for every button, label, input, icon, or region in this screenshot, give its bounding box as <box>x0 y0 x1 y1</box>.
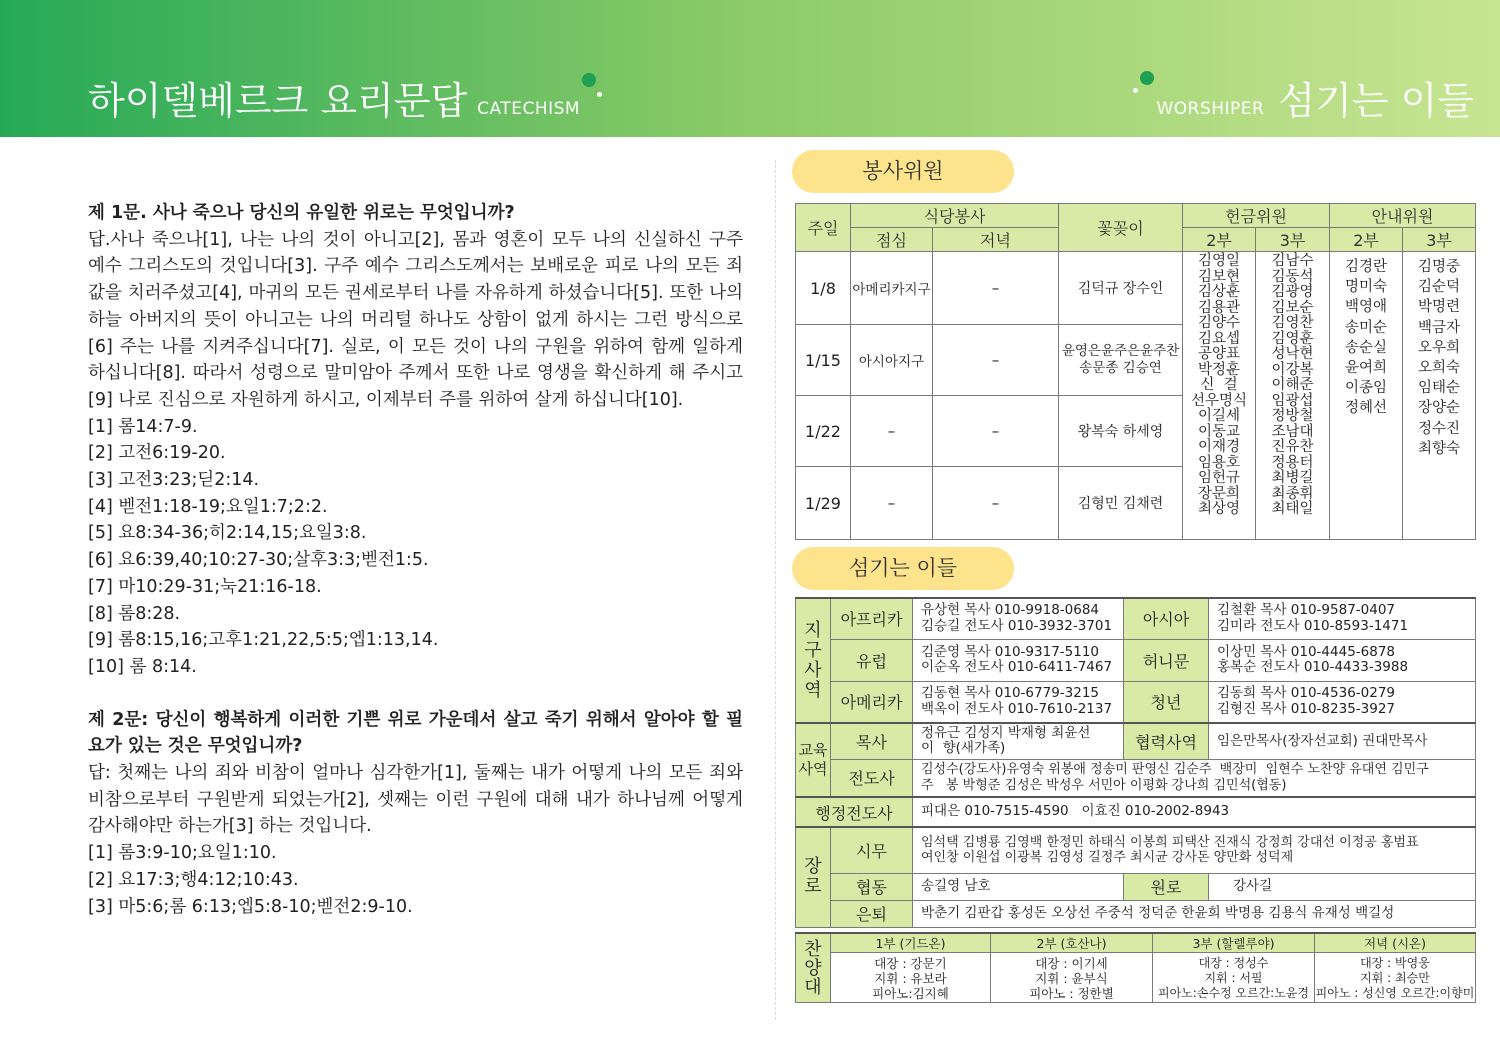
emeritus-label: 원로 <box>1124 873 1209 900</box>
coop-elders-label: 협동 <box>831 873 913 900</box>
list-item: 김보현 <box>1198 268 1241 285</box>
active-elders-names: 임석택 김병룡 김영백 한정민 하태식 이봉희 피택산 진재식 강정희 강대선 이정공 홍범표 여인창 이원섭 이광복 김영성 길정주 최시균 강사돈 양만화 성덕제 <box>913 827 1476 873</box>
list-item: 김순덕 <box>1418 279 1461 296</box>
choir-label: 찬양대 <box>796 933 831 1003</box>
worshipers-table <box>795 597 1476 928</box>
list-item: 김남수 <box>1271 253 1314 269</box>
reference: [6] 요6:39,40;10:27-30;살후3:3;벧전1:5. <box>88 550 429 571</box>
choir-table <box>795 932 1476 1003</box>
choir-group-title: 3부 (할렐루야) <box>1153 933 1315 953</box>
list-item: 김동석 <box>1271 268 1314 285</box>
list-item: 송순실 <box>1345 339 1388 356</box>
meal-header: 식당봉사 <box>851 204 1059 228</box>
list-item: 오희숙 <box>1418 360 1461 377</box>
admin-label: 행정전도사 <box>796 797 913 827</box>
choir-group-title: 2부 (호산나) <box>991 933 1153 953</box>
week-header: 주일 <box>796 204 851 252</box>
question-1: 제 1문. 사나 죽으나 당신의 유일한 위로는 무엇입니까? <box>88 203 515 223</box>
date-cell: 1/22 <box>796 396 851 467</box>
list-item: 백영애 <box>1345 299 1388 316</box>
reference: [9] 롬8:15,16;고후1:21,22,5:5;엡1:13,14. <box>88 630 439 651</box>
offering-header: 헌금위원 <box>1183 204 1330 228</box>
q2-references <box>88 840 743 920</box>
service-pill: 봉사위원 <box>792 150 1014 193</box>
lunch-cell: – <box>851 467 933 540</box>
list-item: 명미숙 <box>1345 279 1388 296</box>
dinner-cell: – <box>933 325 1059 396</box>
honeymoon-label: 허니문 <box>1124 639 1209 681</box>
guide-2-header: 2부 <box>1330 228 1403 252</box>
guide-header: 안내위원 <box>1330 204 1476 228</box>
reference: [5] 요8:34-36;히2:14,15;요일3:8. <box>88 523 367 544</box>
evangelist-label: 전도사 <box>831 759 913 797</box>
elders-label: 장로 <box>796 827 831 927</box>
list-item: 최병길 <box>1271 470 1314 486</box>
list-item: 이종임 <box>1345 380 1388 397</box>
choir-group-title: 1부 (기드온) <box>831 933 991 953</box>
guide-2-list <box>1330 252 1403 540</box>
dinner-cell: – <box>933 396 1059 467</box>
catechism-title <box>88 70 580 125</box>
table-row <box>796 252 1476 325</box>
lunch-cell: 아메리카지구 <box>851 252 933 325</box>
reference: [1] 롬3:9-10;요일1:10. <box>88 843 277 864</box>
list-item: 김보순 <box>1271 299 1314 316</box>
pastor-names: 정유근 김성지 박재형 최윤선 이 향(새가족) <box>913 723 1124 759</box>
africa-label: 아프리카 <box>831 598 913 639</box>
list-item: 조남대 <box>1271 423 1314 440</box>
honeymoon-contacts: 이상민 목사 010-4445-6878 홍복순 전도사 010-4433-3988 <box>1209 639 1476 681</box>
dinner-header: 저녁 <box>933 228 1059 252</box>
list-item: 최종휘 <box>1271 485 1314 502</box>
answer-2: 답: 첫째는 나의 죄와 비참이 얼마나 심각한가[1], 둘째는 내가 어떻게 나의 모든 죄와 비참으로부터 구원받게 되었는가[2], 셋째는 이런 구원에 대해 내가 하나님께 어떻게 감사해야만 하는가[3] 하는 것입니다. <box>88 763 743 837</box>
pastor-label: 목사 <box>831 723 913 759</box>
district-label: 지구사역 <box>796 598 831 723</box>
catechism-section <box>88 200 743 920</box>
flower-cell: 김덕규 장수인 <box>1059 252 1183 325</box>
list-item: 김요셉 <box>1198 330 1241 347</box>
list-item: 김영일 <box>1198 253 1241 269</box>
retired-elders-names: 박춘기 김판갑 홍성돈 오상선 주중석 정덕준 한윤희 박명용 김용식 유재성 백길성 <box>913 900 1476 927</box>
youth-contacts: 김동희 목사 010-4536-0279 김형진 목사 010-8235-3927 <box>1209 681 1476 723</box>
list-item: 이해준 <box>1271 377 1314 393</box>
reference: [3] 고전3:23;딛2:14. <box>88 470 260 491</box>
list-item: 김경란 <box>1345 259 1388 275</box>
choir-group-members: 대장 : 이기세 지휘 : 윤부식 피아노 : 정한별 <box>991 953 1153 1003</box>
page-header <box>0 0 1500 137</box>
europe-contacts: 김준영 목사 010-9317-5110 이순옥 전도사 010-6411-7467 <box>913 639 1124 681</box>
flower-cell: 왕복숙 하세영 <box>1059 396 1183 467</box>
list-item: 이길세 <box>1198 408 1241 424</box>
list-item: 정방철 <box>1271 408 1314 424</box>
reference: [2] 고전6:19-20. <box>88 443 226 464</box>
offering-3-list <box>1256 252 1330 540</box>
list-item: 최태일 <box>1271 501 1314 517</box>
small-dot-icon <box>597 92 602 97</box>
catechism-title-en: CATECHISM <box>477 99 581 119</box>
flower-cell: 윤영은윤주은윤주찬 송문종 김승연 <box>1059 325 1183 396</box>
list-item: 박정훈 <box>1198 361 1241 378</box>
list-item: 성낙현 <box>1271 346 1314 362</box>
list-item: 정혜선 <box>1345 400 1388 417</box>
list-item: 윤여희 <box>1345 360 1388 377</box>
question-2: 제 2문: 당신이 행복하게 이러한 기쁜 위로 가운데서 살고 죽기 위해서 알아야 할 필요가 있는 것은 무엇입니까? <box>88 709 743 757</box>
worshiper-title-kr: 섬기는 이들 <box>1278 79 1474 123</box>
list-item: 임광섭 <box>1271 392 1314 409</box>
list-item: 최향숙 <box>1418 440 1461 457</box>
date-cell: 1/29 <box>796 467 851 540</box>
service-table <box>795 203 1476 540</box>
coop-ministry-names: 임은만목사(장자선교회) 권대만목사 <box>1209 723 1476 759</box>
date-cell: 1/8 <box>796 252 851 325</box>
list-item: 김용관 <box>1198 299 1241 316</box>
list-item: 김상훈 <box>1198 284 1241 300</box>
reference: [1] 롬14:7-9. <box>88 416 198 437</box>
reference: [10] 롬 8:14. <box>88 656 197 677</box>
catechism-title-kr: 하이델베르크 요리문답 <box>88 79 468 123</box>
lunch-header: 점심 <box>851 228 933 252</box>
offering-3-header: 3부 <box>1256 228 1330 252</box>
reference: [4] 벧전1:18-19;요일1:7;2:2. <box>88 496 328 517</box>
small-dot-icon <box>1133 88 1138 93</box>
evangelist-names: 김성수(강도사)유영숙 위봉애 정송미 판영신 김순주 백장미 임현수 노찬양 유대연 김민구 주 봉 박형준 김성은 박성우 서민아 이평화 강나희 김민석(협동) <box>913 759 1476 797</box>
reference: [2] 요17:3;행4:12;10:43. <box>88 869 299 890</box>
answer-1: 답.사나 죽으나[1], 나는 나의 것이 아니고[2], 몸과 영혼이 모두 나의 신실하신 구주 예수 그리스도의 것입니다[3]. 구주 예수 그리스도께서는 보배로운 피로 나의 모든 죄값을 치러주셨고[4], 마귀의 모든 권세로부터 나를 자유하게 하셨습니다[5]. 또한 나의 하늘 아버지의 뜻이 아니고는 나의 머리털 하나도 상함이 없게 하시는 그런 방식으로[6] 주는 나를 지켜주십니다[7]. 실로, 이 모든 것이 나의 구원을 위하여 함께 일하게 하십니다[8]. 따라서 성령으로 말미암아 주께서 또한 나로 영생을 확신하게 해 주시고[9] 나로 진심으로 자원하게 하시고, 이제부터 주를 위하여 살게 하십니다[10]. <box>88 229 743 410</box>
page-divider <box>775 160 776 1020</box>
choir-group-members: 대장 : 강문기 지휘 : 유보라 피아노:김지혜 <box>831 953 991 1003</box>
worshiper-title <box>1156 70 1474 125</box>
reference: [7] 마10:29-31;눅21:16-18. <box>88 576 322 597</box>
list-item: 선우명식 <box>1191 392 1248 409</box>
asia-label: 아시아 <box>1124 598 1209 639</box>
dinner-cell: – <box>933 252 1059 325</box>
reference: [3] 마5:6;롬 6:13;엡5:8-10;벧전2:9-10. <box>88 896 413 917</box>
emeritus-names: 강사길 <box>1209 873 1476 900</box>
list-item: 오우희 <box>1418 339 1461 356</box>
education-label: 교육사역 <box>796 723 831 797</box>
choir-group-members: 대장 : 정성수 지휘 : 서필 피아노:손수정 오르간:노윤경 <box>1153 953 1315 1003</box>
coop-elders-names: 송길영 남호 <box>913 873 1124 900</box>
list-item: 장양순 <box>1418 400 1461 417</box>
america-contacts: 김동현 목사 010-6779-3215 백옥이 전도사 010-7610-2137 <box>913 681 1124 723</box>
offering-2-list <box>1183 252 1256 540</box>
guide-3-list <box>1403 252 1476 540</box>
list-item: 김양수 <box>1198 315 1241 331</box>
list-item: 임헌규 <box>1198 470 1241 486</box>
list-item: 정용터 <box>1271 454 1314 471</box>
choir-group-members: 대장 : 박영웅 지휘 : 최승만 피아노 : 성신영 오르간:이향미 <box>1315 953 1476 1003</box>
list-item: 임용호 <box>1198 454 1241 471</box>
list-item: 백금자 <box>1418 319 1461 336</box>
lunch-cell: – <box>851 396 933 467</box>
retired-elders-label: 은퇴 <box>831 900 913 927</box>
dot-icon <box>582 73 596 87</box>
list-item: 김영훈 <box>1271 330 1314 347</box>
africa-contacts: 유상현 목사 010-9918-0684 김승길 전도사 010-3932-3701 <box>913 598 1124 639</box>
list-item: 김광영 <box>1271 284 1314 300</box>
coop-ministry-label: 협력사역 <box>1124 723 1209 759</box>
list-item: 신 걸 <box>1200 377 1238 393</box>
list-item: 송미순 <box>1345 319 1388 336</box>
lunch-cell: 아시아지구 <box>851 325 933 396</box>
list-item: 장문희 <box>1198 485 1241 502</box>
list-item: 이동교 <box>1198 423 1241 440</box>
reference: [8] 롬8:28. <box>88 603 181 624</box>
list-item: 진유찬 <box>1271 439 1314 455</box>
europe-label: 유럽 <box>831 639 913 681</box>
america-label: 아메리카 <box>831 681 913 723</box>
offering-2-header: 2부 <box>1183 228 1256 252</box>
worshipers-pill: 섬기는 이들 <box>792 547 1014 590</box>
q1-references <box>88 414 743 681</box>
flower-cell: 김형민 김채련 <box>1059 467 1183 540</box>
list-item: 임태순 <box>1418 380 1461 397</box>
dot-icon <box>1140 71 1154 85</box>
list-item: 김명중 <box>1418 259 1461 275</box>
flower-header: 꽃꽂이 <box>1059 204 1183 252</box>
worshiper-title-en: WORSHIPER <box>1156 99 1265 119</box>
admin-contacts: 피대은 010-7515-4590 이효진 010-2002-8943 <box>913 797 1476 827</box>
list-item: 박명련 <box>1418 299 1461 316</box>
youth-label: 청년 <box>1124 681 1209 723</box>
active-elders-label: 시무 <box>831 827 913 873</box>
asia-contacts: 김철환 목사 010-9587-0407 김미라 전도사 010-8593-1471 <box>1209 598 1476 639</box>
list-item: 최상영 <box>1198 501 1241 517</box>
guide-3-header: 3부 <box>1403 228 1476 252</box>
date-cell: 1/15 <box>796 325 851 396</box>
choir-group-title: 저녁 (시온) <box>1315 933 1476 953</box>
list-item: 이재경 <box>1198 439 1241 455</box>
list-item: 정수진 <box>1418 420 1461 437</box>
list-item: 김영찬 <box>1271 315 1314 331</box>
list-item: 이강복 <box>1271 361 1314 378</box>
dinner-cell: – <box>933 467 1059 540</box>
list-item: 공양표 <box>1198 346 1241 362</box>
